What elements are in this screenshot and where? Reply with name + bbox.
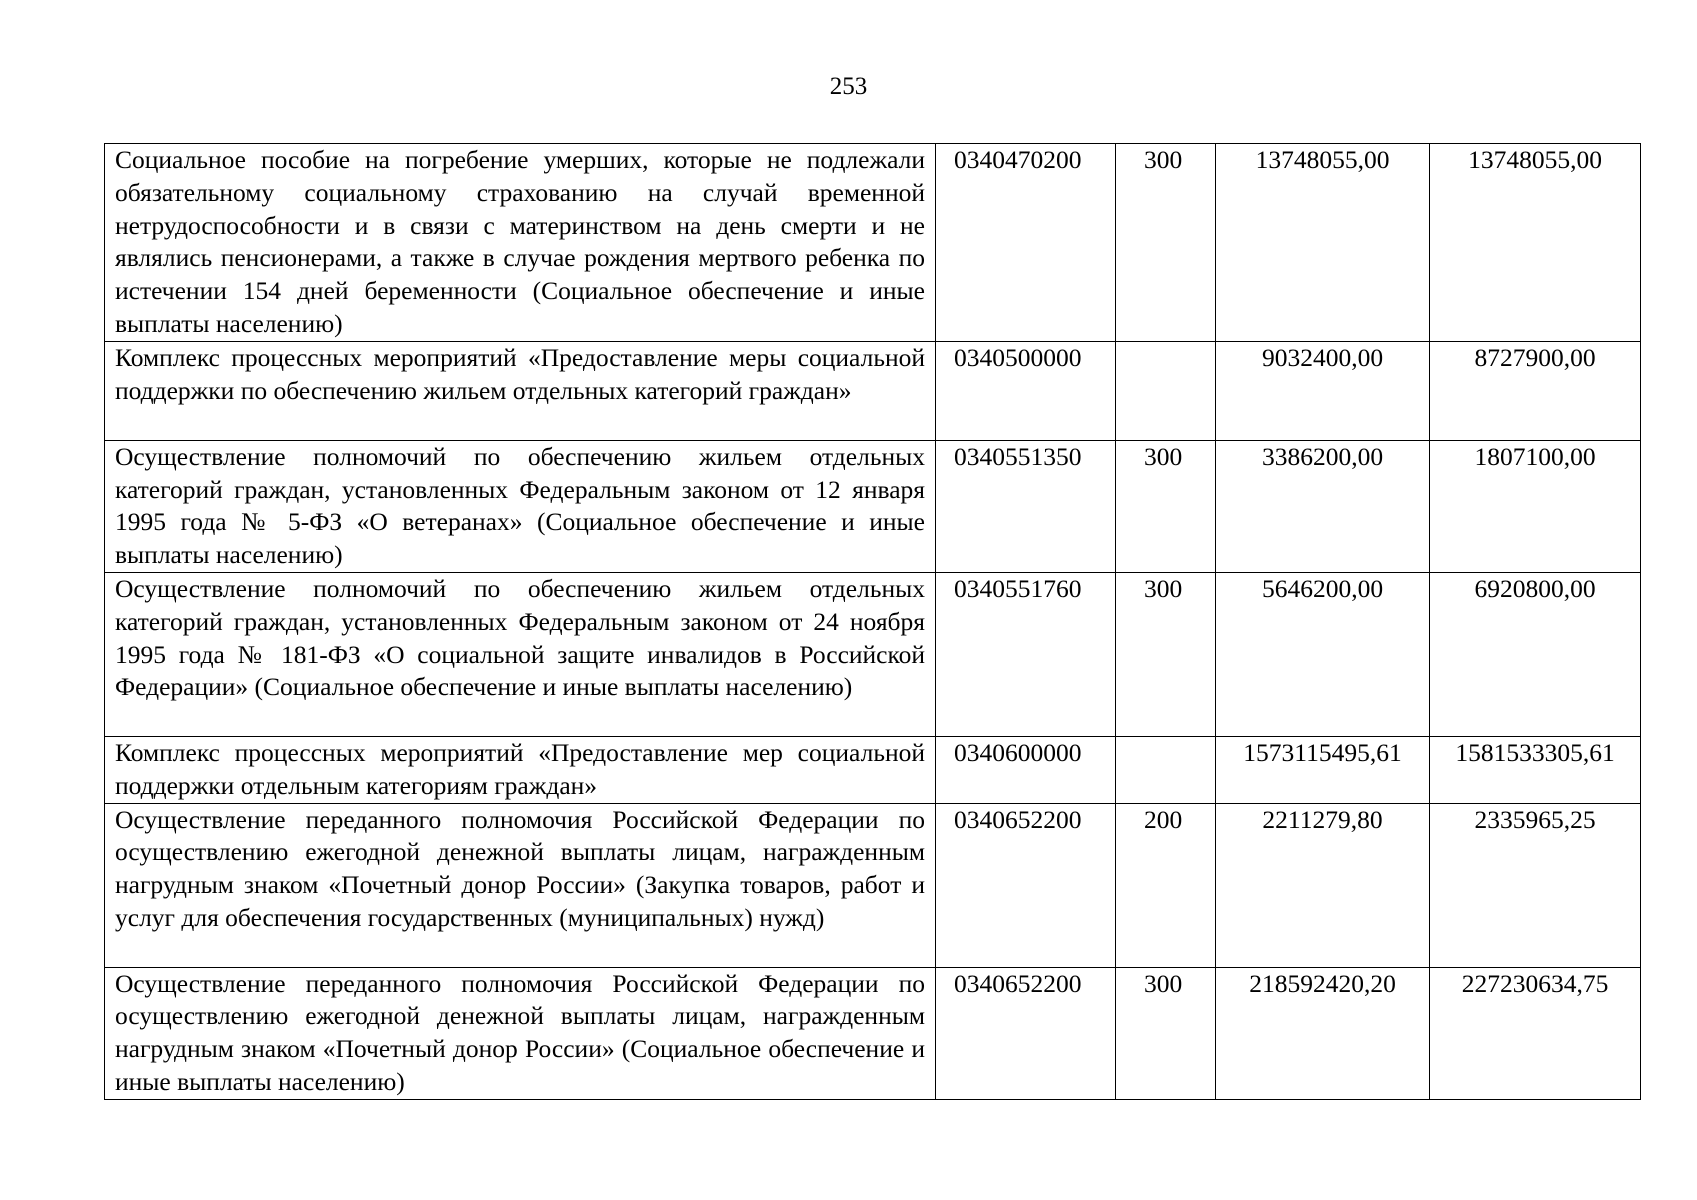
row-code-cell: 0340652200 [936,803,1116,967]
row-code-cell: 0340470200 [936,144,1116,342]
table-row [105,572,1641,736]
row-amount-1-cell: 9032400,00 [1216,341,1430,440]
row-name-cell: Комплекс процессных мероприятий «Предоставление мер социальной поддержки отдельным категориям граждан» [105,736,936,803]
row-name-cell: Осуществление полномочий по обеспечению жильем отдельных категорий граждан, установленных Федеральным законом от 12 января 1995 года № 5-ФЗ «О ветеранах» (Социальное обеспечение и иные выплаты населению) [105,440,936,572]
table-row [105,440,1641,572]
row-amount-2-cell: 1581533305,61 [1430,736,1641,803]
row-amount-2-cell: 227230634,75 [1430,967,1641,1099]
row-name-cell: Осуществление переданного полномочия Российской Федерации по осуществлению ежегодной денежной выплаты лицам, награжденным нагрудным знаком «Почетный донор России» (Социальное обеспечение и иные выплаты населению) [105,967,936,1099]
row-amount-2-cell: 2335965,25 [1430,803,1641,967]
table-row [105,341,1641,440]
row-amount-1-cell: 2211279,80 [1216,803,1430,967]
row-type-cell: 200 [1116,803,1216,967]
row-amount-1-cell: 13748055,00 [1216,144,1430,342]
row-type-cell [1116,341,1216,440]
row-amount-1-cell: 218592420,20 [1216,967,1430,1099]
row-name-cell: Осуществление полномочий по обеспечению жильем отдельных категорий граждан, установленных Федеральным законом от 24 ноября 1995 года № 181-ФЗ «О социальной защите инвалидов в Российской Федерации» (Социальное обеспечение и иные выплаты населению) [105,572,936,736]
page-number: 253 [829,73,868,100]
row-type-cell [1116,736,1216,803]
row-amount-2-cell: 6920800,00 [1430,572,1641,736]
row-code-cell: 0340652200 [936,967,1116,1099]
row-code-cell: 0340500000 [936,341,1116,440]
row-type-cell: 300 [1116,572,1216,736]
row-amount-2-cell: 8727900,00 [1430,341,1641,440]
budget-table [104,143,1641,1100]
table-row [105,736,1641,803]
row-type-cell: 300 [1116,967,1216,1099]
row-type-cell: 300 [1116,440,1216,572]
row-code-cell: 0340600000 [936,736,1116,803]
row-code-cell: 0340551350 [936,440,1116,572]
row-amount-1-cell: 3386200,00 [1216,440,1430,572]
row-amount-1-cell: 5646200,00 [1216,572,1430,736]
table-row [105,144,1641,342]
row-type-cell: 300 [1116,144,1216,342]
row-name-cell: Социальное пособие на погребение умерших, которые не подлежали обязательному социальному страхованию на случай временной нетрудоспособности и в связи с материнством на день смерти и не являлись пенсионерами, а также в случае рождения мертвого ребенка по истечении 154 дней беременности (Социальное обеспечение и иные выплаты населению) [105,144,936,342]
row-name-cell: Осуществление переданного полномочия Российской Федерации по осуществлению ежегодной денежной выплаты лицам, награжденным нагрудным знаком «Почетный донор России» (Закупка товаров, работ и услуг для обеспечения государственных (муниципальных) нужд) [105,803,936,967]
row-amount-1-cell: 1573115495,61 [1216,736,1430,803]
table-row [105,967,1641,1099]
row-amount-2-cell: 13748055,00 [1430,144,1641,342]
row-amount-2-cell: 1807100,00 [1430,440,1641,572]
table-row [105,803,1641,967]
row-name-cell: Комплекс процессных мероприятий «Предоставление меры социальной поддержки по обеспечению жильем отдельных категорий граждан» [105,341,936,440]
row-code-cell: 0340551760 [936,572,1116,736]
